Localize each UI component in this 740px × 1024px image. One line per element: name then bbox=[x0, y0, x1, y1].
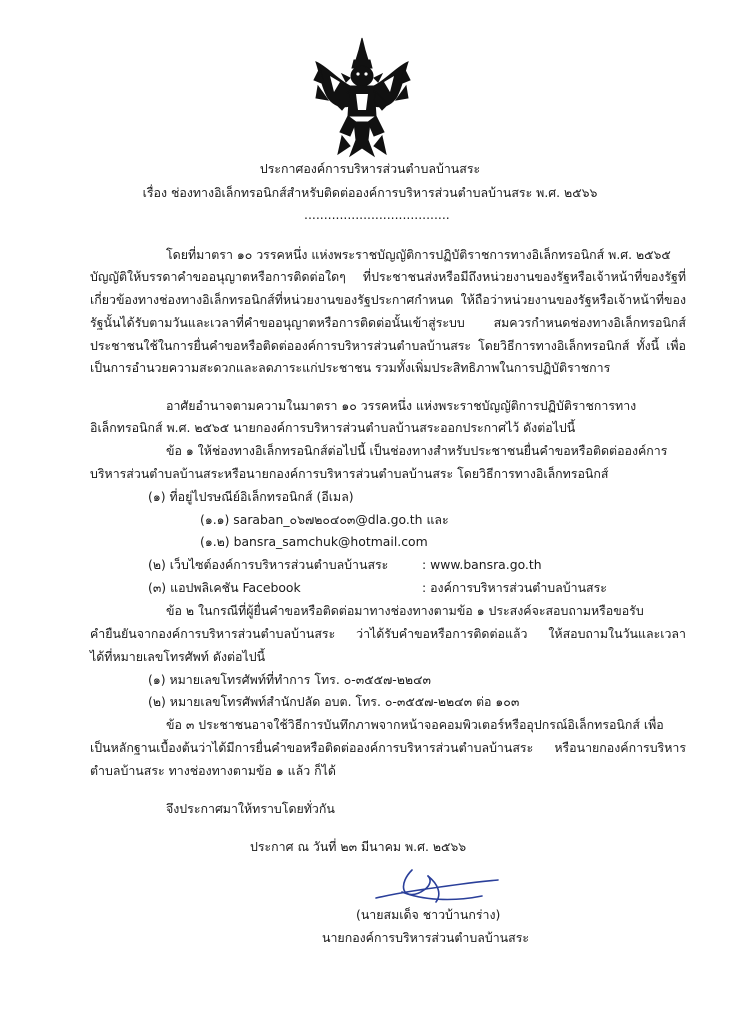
email-heading: (๑) ที่อยู่ไปรษณีย์อิเล็กทรอนิกส์ (อีเมล) bbox=[148, 489, 354, 504]
email-item-1: (๑.๑) saraban_๐๖๗๒๐๔๐๓@dla.go.th และ bbox=[200, 512, 449, 527]
announcement-subject: เรื่อง ช่องทางอิเล็กทรอนิกส์สำหรับติดต่อองค์การบริหารส่วนตำบลบ้านสระ พ.ศ. ๒๕๖๖ bbox=[142, 185, 598, 200]
clause2-line-1: ข้อ ๒ ในกรณีที่ผู้ยื่นคำขอหรือติดต่อมาทางช่องทางตามข้อ ๑ ประสงค์จะสอบถามหรือขอรับ bbox=[166, 603, 644, 618]
title-divider: ..................................... bbox=[304, 207, 450, 222]
p2-line-1: อาศัยอำนาจตามความในมาตรา ๑๐ วรรคหนึ่ง แห่งพระราชบัญญัติการปฏิบัติราชการทาง bbox=[166, 398, 637, 413]
clause1-line-2: บริหารส่วนตำบลบ้านสระหรือนายกองค์การบริหารส่วนตำบลบ้านสระ โดยวิธีการทางอิเล็กทรอนิกส์ bbox=[90, 466, 609, 481]
clause2-line-2: คำยืนยันจากองค์การบริหารส่วนตำบลบ้านสระ ว่าได้รับคำขอหรือการติดต่อแล้ว ให้สอบถามในวันและเวลา bbox=[90, 626, 686, 641]
website-value: : www.bansra.go.th bbox=[422, 557, 542, 572]
p1-line-4: รัฐนั้นได้รับตามวันและเวลาที่คำขออนุญาตหรือการติดต่อนั้นเข้าสู่ระบบ สมควรกำหนดช่องทางอิเล็กทรอนิกส์ bbox=[90, 315, 686, 330]
phone-item-1: (๑) หมายเลขโทรศัพท์ที่ทำการ โทร. ๐-๓๕๕๗-๒๒๔๓ bbox=[148, 672, 431, 687]
signer-name: (นายสมเด็จ ชาวบ้านกร่าง) bbox=[356, 907, 501, 922]
closing-line: จึงประกาศมาให้ทราบโดยทั่วกัน bbox=[166, 801, 335, 816]
p1-line-2: บัญญัติให้บรรดาคำขออนุญาตหรือการติดต่อใดๆ ที่ประชาชนส่งหรือมีถึงหน่วยงานของรัฐหรือเจ้าหน้าที่ของรัฐที่ bbox=[90, 269, 686, 284]
website-label: (๒) เว็บไซต์องค์การบริหารส่วนตำบลบ้านสระ bbox=[148, 557, 389, 572]
signer-title: นายกองค์การบริหารส่วนตำบลบ้านสระ bbox=[322, 930, 530, 945]
p2-line-2: อิเล็กทรอนิกส์ พ.ศ. ๒๕๖๕ นายกองค์การบริหารส่วนตำบลบ้านสระออกประกาศไว้ ดังต่อไปนี้ bbox=[90, 420, 576, 435]
p1-line-5: ประชาชนใช้ในการยื่นคำขอหรือติดต่อองค์การบริหารส่วนตำบลบ้านสระ โดยวิธีการทางอิเล็กทรอนิกส์ ทั้งนี้ เพื่อ bbox=[90, 338, 686, 353]
p1-line-1: โดยที่มาตรา ๑๐ วรรคหนึ่ง แห่งพระราชบัญญัติการปฏิบัติราชการทางอิเล็กทรอนิกส์ พ.ศ. ๒๕๖๕ bbox=[166, 247, 671, 262]
clause2-line-3: ได้ที่หมายเลขโทรศัพท์ ดังต่อไปนี้ bbox=[90, 649, 266, 664]
garuda-emblem-icon bbox=[310, 36, 414, 158]
p1-line-6: เป็นการอำนวยความสะดวกและลดภาระแก่ประชาชน รวมทั้งเพิ่มประสิทธิภาพในการปฏิบัติราชการ bbox=[90, 360, 611, 375]
phone-item-2: (๒) หมายเลขโทรศัพท์สำนักปลัด อบต. โทร. ๐-๓๕๕๗-๒๒๔๓ ต่อ ๑๐๓ bbox=[148, 694, 520, 709]
app-value: : องค์การบริหารส่วนตำบลบ้านสระ bbox=[422, 580, 607, 595]
clause3-line-2: เป็นหลักฐานเบื้องต้นว่าได้มีการยื่นคำขอหรือติดต่อองค์การบริหารส่วนตำบลบ้านสระ หรือนายกองค์การบริหาร bbox=[90, 740, 686, 755]
announcement-title: ประกาศองค์การบริหารส่วนตำบลบ้านสระ bbox=[259, 161, 481, 176]
announcement-date: ประกาศ ณ วันที่ ๒๓ มีนาคม พ.ศ. ๒๕๖๖ bbox=[250, 839, 467, 854]
clause3-line-1: ข้อ ๓ ประชาชนอาจใช้วิธีการบันทึกภาพจากหน้าจอคอมพิวเตอร์หรืออุปกรณ์อิเล็กทรอนิกส์ เพื่อ bbox=[166, 717, 664, 732]
handwritten-signature bbox=[372, 862, 502, 908]
clause3-line-3: ตำบลบ้านสระ ทางช่องทางตามข้อ ๑ แล้ว ก็ได้ bbox=[90, 763, 336, 778]
app-label: (๓) แอปพลิเคชัน Facebook bbox=[148, 580, 301, 595]
p1-line-3: เกี่ยวข้องทางช่องทางอิเล็กทรอนิกส์ที่หน่วยงานของรัฐประกาศกำหนด ให้ถือว่าหน่วยงานของรัฐหรือเจ้าหน้าที่ของ bbox=[90, 292, 686, 307]
clause1-line-1: ข้อ ๑ ให้ช่องทางอิเล็กทรอนิกส์ต่อไปนี้ เป็นช่องทางสำหรับประชาชนยื่นคำขอหรือติดต่อองค์การ bbox=[166, 443, 668, 458]
email-item-2: (๑.๒) bansra_samchuk@hotmail.com bbox=[200, 534, 428, 549]
